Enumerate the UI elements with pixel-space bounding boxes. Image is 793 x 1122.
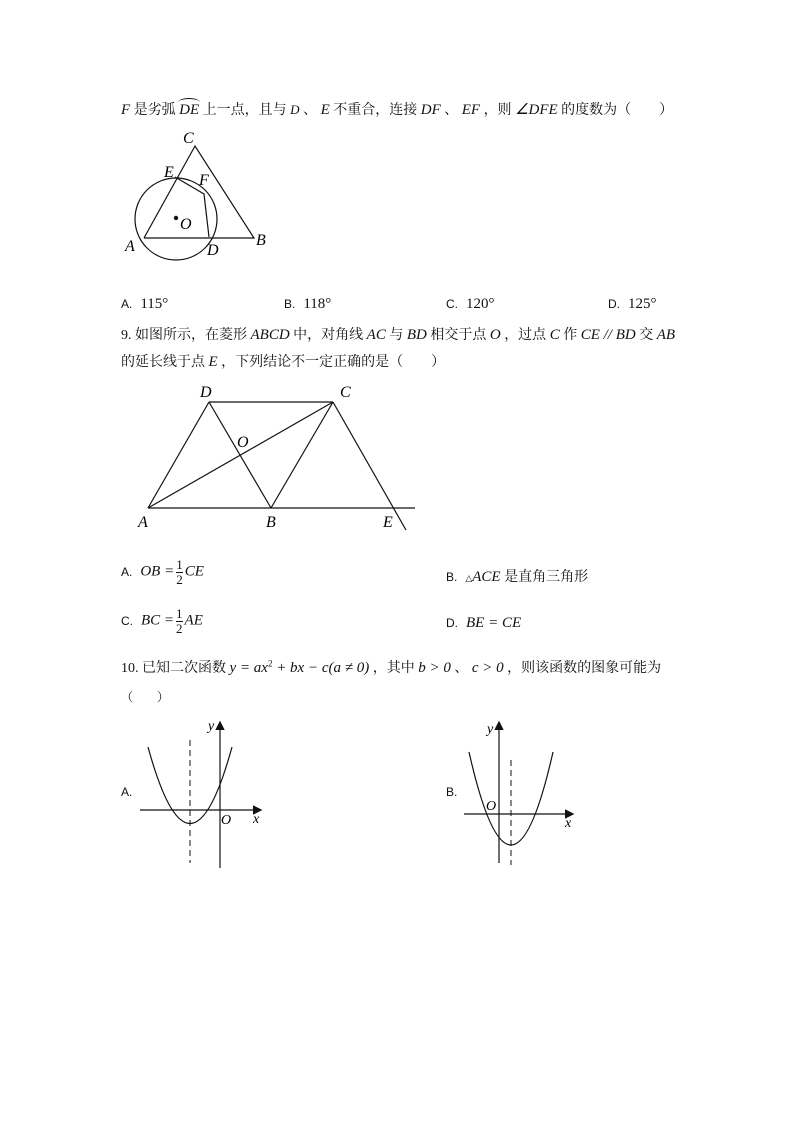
q10-option-b[interactable]: B. bbox=[446, 785, 458, 799]
q9-option-d[interactable]: D. BE = CE bbox=[446, 615, 522, 631]
q9-option-c[interactable]: C. BC = $\frac{1}{2}$ AE bbox=[121, 606, 203, 636]
q10a-label-x: x bbox=[253, 812, 260, 827]
q8-arc-DE: DE bbox=[179, 102, 200, 118]
q10-stem-line2: （ ） bbox=[121, 690, 170, 704]
q10-option-a[interactable]: A. bbox=[121, 785, 133, 799]
q9-figure bbox=[130, 378, 430, 538]
q10-graph-b[interactable] bbox=[462, 720, 587, 870]
q8-F: F bbox=[121, 102, 131, 118]
q10b-label-y: y bbox=[487, 722, 494, 737]
q9-label-D: D bbox=[200, 384, 212, 401]
q8-label-E: E bbox=[164, 164, 174, 181]
q8-stem: F 是劣弧 DE 上一点，且与 D 、 E 不重合，连接 DF 、 EF ，则 ∠DFE 的度数为（ ） bbox=[121, 102, 674, 118]
q9-line-CB bbox=[271, 402, 333, 508]
triangle-symbol: △ bbox=[465, 573, 473, 583]
q9-line-AC bbox=[148, 402, 333, 508]
q9-label-A: A bbox=[138, 514, 148, 531]
q8-label-B: B bbox=[256, 232, 266, 249]
q10b-label-x: x bbox=[565, 816, 572, 831]
q8-label-F: F bbox=[199, 172, 209, 189]
q8-option-b[interactable]: B. 118° bbox=[284, 296, 332, 312]
q8-figure bbox=[115, 125, 285, 265]
q10-stem-line1: 10. 已知二次函数 $y = ax^2$ + bx − c(a ≠ 0) ，其中 b > 0 、 c > 0 ，则该函数的图象可能为 bbox=[121, 658, 662, 676]
q8-option-a[interactable]: A. 115° bbox=[121, 296, 169, 312]
q9-label-B: B bbox=[266, 514, 276, 531]
q9-label-E: E bbox=[383, 514, 393, 531]
q9-option-a[interactable]: A. OB = $\frac{1}{2}$ CE bbox=[121, 557, 204, 587]
q9-optA-fraction: $\frac{1}{2}$ bbox=[176, 557, 183, 587]
q10-graph-a[interactable] bbox=[138, 715, 268, 875]
q10a-label-y: y bbox=[208, 719, 215, 734]
q8-label-A: A bbox=[125, 238, 135, 255]
q8-label-D: D bbox=[207, 242, 219, 259]
q9-line-AD bbox=[148, 402, 209, 508]
q9-optC-fraction: $\frac{1}{2}$ bbox=[176, 606, 183, 636]
q8-label-O: O bbox=[180, 216, 192, 233]
q9-stem-line1: 9. 如图所示，在菱形 ABCD 中，对角线 AC 与 BD 相交于点 O ，过点 C 作 CE // BD 交 AB bbox=[121, 327, 676, 343]
q9-line-CE bbox=[333, 402, 406, 530]
q9-option-b[interactable]: B. △ACE 是直角三角形 bbox=[446, 569, 589, 585]
q9-stem-line2: 的延长线于点 E ，下列结论不一定正确的是（ ） bbox=[121, 354, 446, 370]
q8-label-C: C bbox=[183, 130, 194, 147]
q9-label-O: O bbox=[237, 434, 249, 451]
q10b-label-O: O bbox=[486, 799, 497, 814]
q8-option-c[interactable]: C. 120° bbox=[446, 296, 495, 312]
q8-option-d[interactable]: D. 125° bbox=[608, 296, 657, 312]
q8-triangle bbox=[144, 146, 254, 238]
q9-label-C: C bbox=[340, 384, 351, 401]
q8-center-dot bbox=[174, 216, 178, 220]
q10a-label-O: O bbox=[221, 813, 232, 828]
